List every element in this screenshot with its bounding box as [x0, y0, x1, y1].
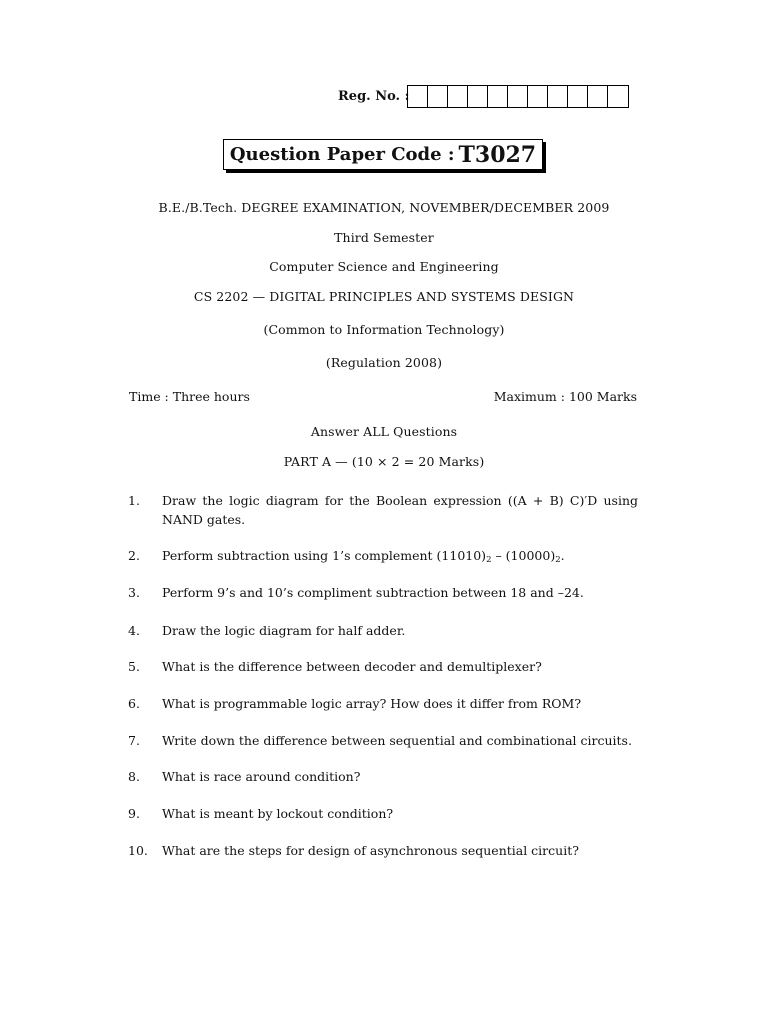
question-item — [128, 621, 638, 640]
instruction: Answer ALL Questions — [310, 424, 458, 439]
question-number: 7. — [128, 733, 140, 748]
reg-no-box — [508, 86, 528, 107]
question-text: What is the difference between decoder and demultiplexer? — [162, 659, 542, 674]
question-number: 8. — [128, 769, 140, 784]
exam-duration: Time : Three hours — [129, 389, 250, 404]
question-text: Perform 9’s and 10’s compliment subtraction between 18 and –24. — [162, 585, 584, 600]
reg-no-box — [528, 86, 548, 107]
branch: Computer Science and Engineering — [269, 259, 499, 274]
question-text: What is programmable logic array? How does it differ from ROM? — [162, 696, 582, 711]
question-item — [128, 583, 638, 602]
part-a-heading: PART A — (10 × 2 = 20 Marks) — [283, 454, 485, 469]
question-number: 2. — [128, 548, 140, 563]
question-number: 9. — [128, 806, 140, 821]
reg-no-box — [588, 86, 608, 107]
question-number: 6. — [128, 696, 140, 711]
question-text: Draw the logic diagram for half adder. — [162, 623, 406, 638]
reg-no-label: Reg. No. : — [338, 89, 410, 104]
paper-code-label: Question Paper Code : — [229, 144, 455, 165]
question-text: Write down the difference between sequential and combinational circuits. — [162, 733, 632, 748]
question-item — [128, 731, 638, 750]
regulation: (Regulation 2008) — [325, 355, 443, 370]
question-item — [128, 546, 638, 570]
paper-code-value: T3027 — [458, 141, 537, 168]
question-item — [128, 657, 638, 676]
reg-no-box — [548, 86, 568, 107]
subscript: 2 — [486, 555, 492, 565]
question-number: 3. — [128, 585, 140, 600]
question-item — [128, 694, 638, 713]
reg-no-box — [448, 86, 468, 107]
reg-no-box — [468, 86, 488, 107]
reg-no-boxes — [407, 85, 629, 108]
question-item — [128, 841, 638, 860]
question-item — [128, 767, 638, 786]
question-text-part: – (10000) — [491, 548, 556, 563]
question-number: 4. — [128, 623, 140, 638]
reg-no-box — [408, 86, 428, 107]
reg-no-box — [488, 86, 508, 107]
semester: Third Semester — [334, 230, 434, 245]
question-text: Draw the logic diagram for the Boolean expression ((A + B) C)′D using NAND gates. — [162, 493, 638, 527]
question-text: What is race around condition? — [162, 769, 361, 784]
question-text-part: Perform subtraction using 1’s complement (11010) — [162, 548, 487, 563]
reg-no-box — [428, 86, 448, 107]
max-marks: Maximum : 100 Marks — [493, 389, 637, 404]
question-text: What are the steps for design of asynchronous sequential circuit? — [162, 843, 579, 858]
question-number: 5. — [128, 659, 140, 674]
reg-no-box — [608, 86, 628, 107]
question-item — [128, 491, 638, 529]
exam-title: B.E./B.Tech. DEGREE EXAMINATION, NOVEMBER/DECEMBER 2009 — [158, 200, 610, 215]
reg-no-box — [568, 86, 588, 107]
question-number: 1. — [128, 493, 140, 508]
question-number: 10. — [128, 843, 148, 858]
common-to: (Common to Information Technology) — [263, 322, 505, 337]
question-text: What is meant by lockout condition? — [162, 806, 394, 821]
question-paper-code-box — [223, 139, 543, 170]
subscript: 2 — [555, 555, 561, 565]
question-item — [128, 804, 638, 823]
question-text — [162, 546, 638, 570]
subject-title: CS 2202 — DIGITAL PRINCIPLES AND SYSTEMS DESIGN — [193, 289, 575, 304]
question-text-part: . — [560, 548, 565, 563]
